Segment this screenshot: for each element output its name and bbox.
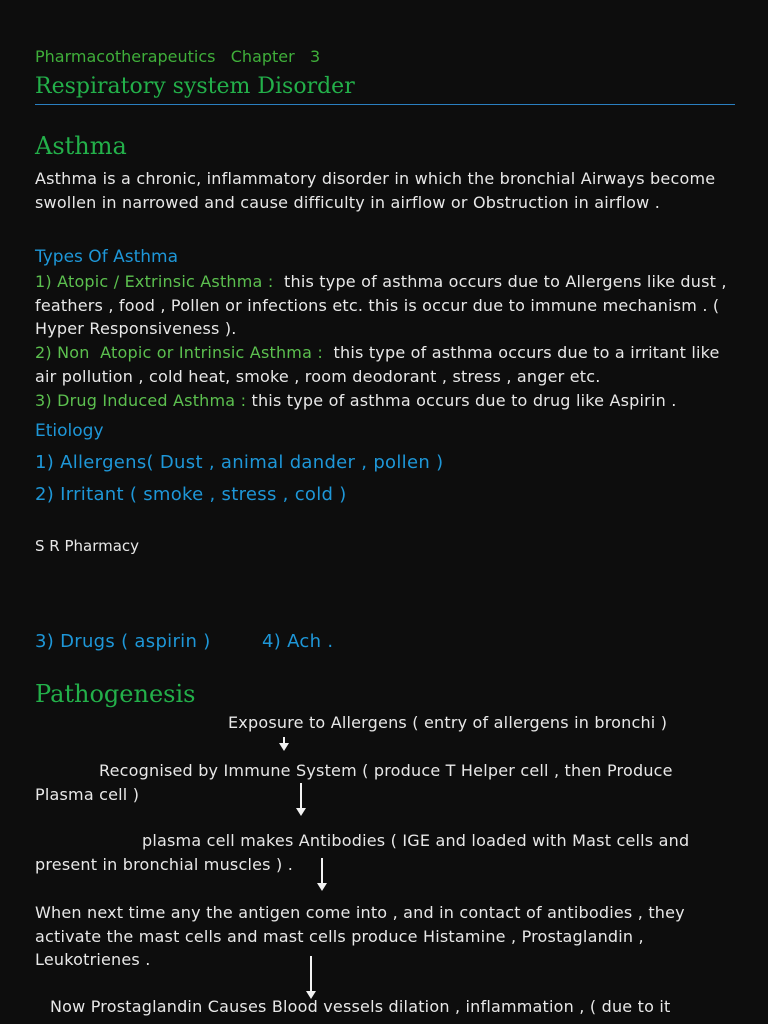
title-divider xyxy=(35,104,735,105)
down-arrow-icon xyxy=(300,783,302,810)
etiology-item: 2) Irritant ( smoke , stress , cold ) xyxy=(35,484,347,505)
section-heading-pathogenesis: Pathogenesis xyxy=(35,680,196,708)
type-label: 2) Non Atopic or Intrinsic Asthma : xyxy=(35,343,329,362)
pathogenesis-step: When next time any the antigen come into , and in contact of antibodies , they activate the mast cells and mast cells produce Histamine , Prostaglandin , Leukotrienes . xyxy=(35,903,685,969)
down-arrow-icon xyxy=(283,737,285,745)
down-arrow-icon xyxy=(321,858,323,885)
etiology-item: 3) Drugs ( aspirin ) xyxy=(35,631,211,652)
down-arrow-icon xyxy=(310,956,312,993)
etiology-item: 4) Ach . xyxy=(262,631,334,652)
type-label: 1) Atopic / Extrinsic Asthma : xyxy=(35,272,279,291)
type-item-2 xyxy=(35,341,735,388)
pathogenesis-step: plasma cell makes Antibodies ( IGE and loaded with Mast cells and present in bronchial muscles ) . xyxy=(35,831,690,874)
page-title: Respiratory system Disorder xyxy=(35,74,355,99)
types-heading: Types Of Asthma xyxy=(35,247,178,267)
etiology-heading: Etiology xyxy=(35,421,104,441)
pathogenesis-step: Recognised by Immune System ( produce T Helper cell , then Produce Plasma cell ) xyxy=(35,761,673,804)
pathogenesis-step: Exposure to Allergens ( entry of allergens in bronchi ) xyxy=(228,713,668,732)
pathogenesis-step: Now Prostaglandin Causes Blood vessels dilation , inflammation , ( due to it xyxy=(50,997,671,1016)
asthma-definition: Asthma is a chronic, inflammatory disorder in which the bronchial Airways become swollen in narrowed and cause difficulty in airflow or Obstruction in airflow . xyxy=(35,169,716,212)
type-text: this type of asthma occurs due to drug like Aspirin . xyxy=(251,391,677,410)
type-item-3 xyxy=(35,389,735,413)
type-label: 3) Drug Induced Asthma : xyxy=(35,391,252,410)
type-item-1 xyxy=(35,270,735,341)
type-text: this type of asthma occurs due to a irritant like air pollution , cold heat, smoke , room deodorant , stress , anger etc. xyxy=(35,343,720,386)
type-text: this type of asthma occurs due to Allergens like dust , feathers , food , Pollen or infections etc. this is occur due to immune mechanism . ( Hyper Responsiveness ). xyxy=(35,272,727,338)
section-heading-asthma: Asthma xyxy=(35,132,127,160)
footer-brand: S R Pharmacy xyxy=(35,537,140,555)
chapter-label: Pharmacotherapeutics Chapter 3 xyxy=(35,47,321,66)
etiology-item: 1) Allergens( Dust , animal dander , pollen ) xyxy=(35,452,444,473)
